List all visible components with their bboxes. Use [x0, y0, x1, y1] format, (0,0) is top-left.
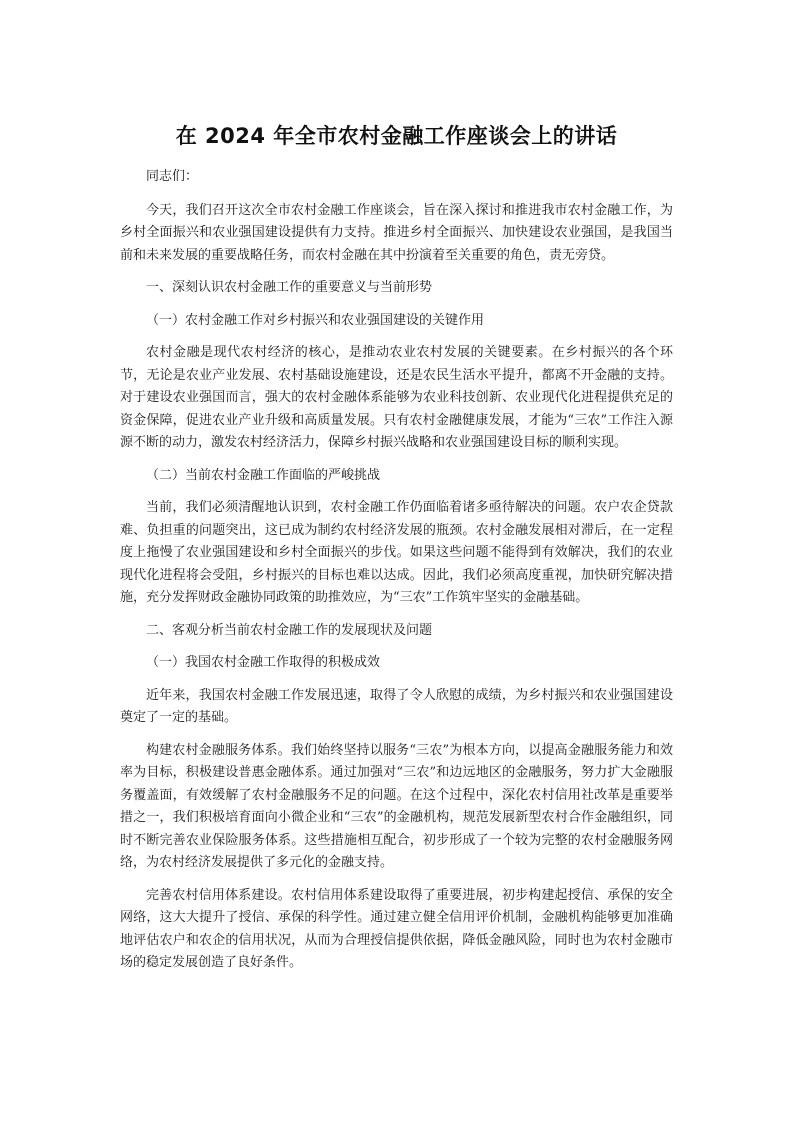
subsection-heading-1-2: （二）当前农村金融工作面临的严峻挑战: [146, 467, 381, 483]
section-heading-1: 一、深刻认识农村金融工作的重要意义与当前形势: [146, 280, 433, 295]
page-title: 在 2024 年全市农村金融工作座谈会上的讲话: [175, 124, 618, 148]
body-paragraph: 完善农村信用体系建设。农村信用体系建设取得了重要进展，初步构建起授信、承保的安全网络，这大大提升了授信、承保的科学性。通过建立健全信用评价机制，金融机构能够更加准确地评估农户和农企的信用状况，从而为合理授信提供依据，降低金融风险，同时也为农村金融市场的稳定发展创造了良好条件。: [120, 887, 673, 970]
subsection-heading-2-1: （一）我国农村金融工作取得的积极成效: [146, 655, 381, 670]
speech-body: [120, 166, 673, 985]
body-paragraph: 农村金融是现代农村经济的核心，是推动农业农村发展的关键要素。在乡村振兴的各个环节，无论是农业产业发展、农村基础设施建设，还是农民生活水平提升，都离不开金融的支持。对于建设农业强国而言，强大的农村金融体系能够为农业科技创新、农业现代化进程提供充足的资金保障，促进农业产业升级和高质量发展。只有农村金融健康发展，才能为“三农”工作注入源源不断的动力，激发农村经济活力，保障乡村振兴战略和农业强国建设目标的顺利实现。: [120, 345, 673, 450]
subsection-heading-1-1: （一）农村金融工作对乡村振兴和农业强国建设的关键作用: [146, 312, 485, 328]
intro-paragraph: 今天，我们召开这次全市农村金融工作座谈会，旨在深入探讨和推进我市农村金融工作，为乡村全面振兴和农业强国建设提供有力支持。推进乡村全面振兴、加快建设农业强国，是我国当前和未来发展的重要战略任务，而农村金融在其中扮演着至关重要的角色，责无旁贷。: [120, 202, 673, 263]
greeting: 同志们：: [146, 169, 199, 184]
body-paragraph: 当前，我们必须清醒地认识到，农村金融工作仍面临着诸多亟待解决的问题。农户农企贷款难、负担重的问题突出，这已成为制约农村经济发展的瓶颈。农村金融发展相对滞后，在一定程度上拖慢了农业强国建设和乡村全面振兴的步伐。如果这些问题不能得到有效解决，我们的农业现代化进程将会受阻，乡村振兴的目标也难以达成。因此，我们必须高度重视，加快研究解决措施，充分发挥财政金融协同政策的助推效应，为“三农”工作筑牢坚实的金融基础。: [120, 500, 673, 605]
section-heading-2: 二、客观分析当前农村金融工作的发展现状及问题: [146, 622, 433, 638]
body-paragraph: 构建农村金融服务体系。我们始终坚持以服务“三农”为根本方向，以提高金融服务能力和效率为目标，积极建设普惠金融体系。通过加强对“三农”和边远地区的金融服务，努力扩大金融服务覆盖面，有效缓解了农村金融服务不足的问题。在这个过程中，深化农村信用社改革是重要举措之一，我们积极培育面向小微企业和“三农”的金融机构，规范发展新型农村合作金融组织，同时不断完善农业保险服务体系。这些措施相互配合，初步形成了一个较为完整的农村金融服务网络，为农村经济发展提供了多元化的金融支持。: [120, 742, 673, 870]
body-paragraph: 近年来，我国农村金融工作发展迅速，取得了令人欣慰的成绩，为乡村振兴和农业强国建设奠定了一定的基础。: [120, 687, 673, 725]
